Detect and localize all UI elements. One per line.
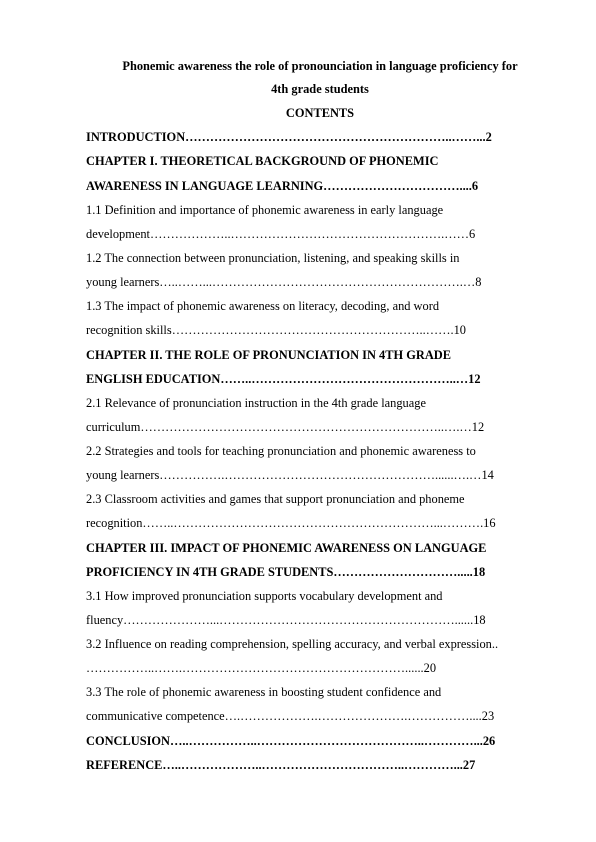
- toc-introduction: INTRODUCTION………………………………………………………..……...2: [86, 130, 492, 144]
- toc-section-2-1: 2.1 Relevance of pronunciation instruction in the 4th grade language: [86, 396, 426, 410]
- toc-section-1-2-cont: young learners…..……...…………………………………………………….…8: [86, 275, 482, 289]
- toc-section-3-3: 3.3 The role of phonemic awareness in boosting student confidence and: [86, 685, 442, 699]
- toc-section-1-2: 1.2 The connection between pronunciation, listening, and speaking skills in: [86, 251, 460, 265]
- document-title-line-2: 4th grade students: [271, 82, 369, 96]
- toc-chapter-1-heading-cont: AWARENESS IN LANGUAGE LEARNING……………………………....6: [86, 179, 479, 193]
- toc-section-2-1-cont: curriculum………………………………………………………………..….…12: [86, 420, 485, 434]
- toc-chapter-1-heading: CHAPTER I. THEORETICAL BACKGROUND OF PHONEMIC: [86, 154, 439, 168]
- toc-section-2-3: 2.3 Classroom activities and games that support pronunciation and phoneme: [86, 492, 465, 506]
- toc-section-3-3-cont: communicative competence….……………….………………….……………....23: [86, 709, 495, 723]
- toc-section-2-3-cont: recognition……..………………………………………………………...……….16: [86, 516, 496, 530]
- toc-chapter-2-heading-cont: ENGLISH EDUCATION……..…………………………………………..…12: [86, 372, 481, 386]
- toc-conclusion: CONCLUSION…..……………..…………………………………..…………...26: [86, 734, 496, 748]
- toc-chapter-3-heading: CHAPTER III. IMPACT OF PHONEMIC AWARENESS ON LANGUAGE: [86, 541, 487, 555]
- contents-heading: CONTENTS: [285, 106, 355, 120]
- toc-section-2-2: 2.2 Strategies and tools for teaching pronunciation and phonemic awareness to: [86, 444, 476, 458]
- toc-section-3-2: 3.2 Influence on reading comprehension, spelling accuracy, and verbal expression..: [86, 637, 499, 651]
- toc-section-1-3-cont: recognition skills……………………………………………………..…….10: [86, 323, 466, 337]
- toc-section-2-2-cont: young learners…………….……………………………………………......….…14: [86, 468, 494, 482]
- document-title-line-1: Phonemic awareness the role of pronounciation in language proficiency for: [122, 59, 518, 73]
- toc-section-3-1-cont: fluency…………………...…………………………………………………......18: [86, 613, 486, 627]
- toc-section-1-1: 1.1 Definition and importance of phonemic awareness in early language: [86, 203, 444, 217]
- toc-section-3-2-cont: ……………..…….………………………………………………......20: [86, 661, 437, 675]
- toc-chapter-3-heading-cont: PROFICIENCY IN 4TH GRADE STUDENTS………………………….....18: [86, 565, 486, 579]
- toc-section-3-1: 3.1 How improved pronunciation supports vocabulary development and: [86, 589, 443, 603]
- toc-chapter-2-heading: CHAPTER II. THE ROLE OF PRONUNCIATION IN 4TH GRADE: [86, 348, 451, 362]
- toc-section-1-1-cont: development………………..…………………………………………….……6: [86, 227, 476, 241]
- toc-section-1-3: 1.3 The impact of phonemic awareness on literacy, decoding, and word: [86, 299, 440, 313]
- toc-reference: REFERENCE…..………………..……………………………..…………...27: [86, 758, 476, 772]
